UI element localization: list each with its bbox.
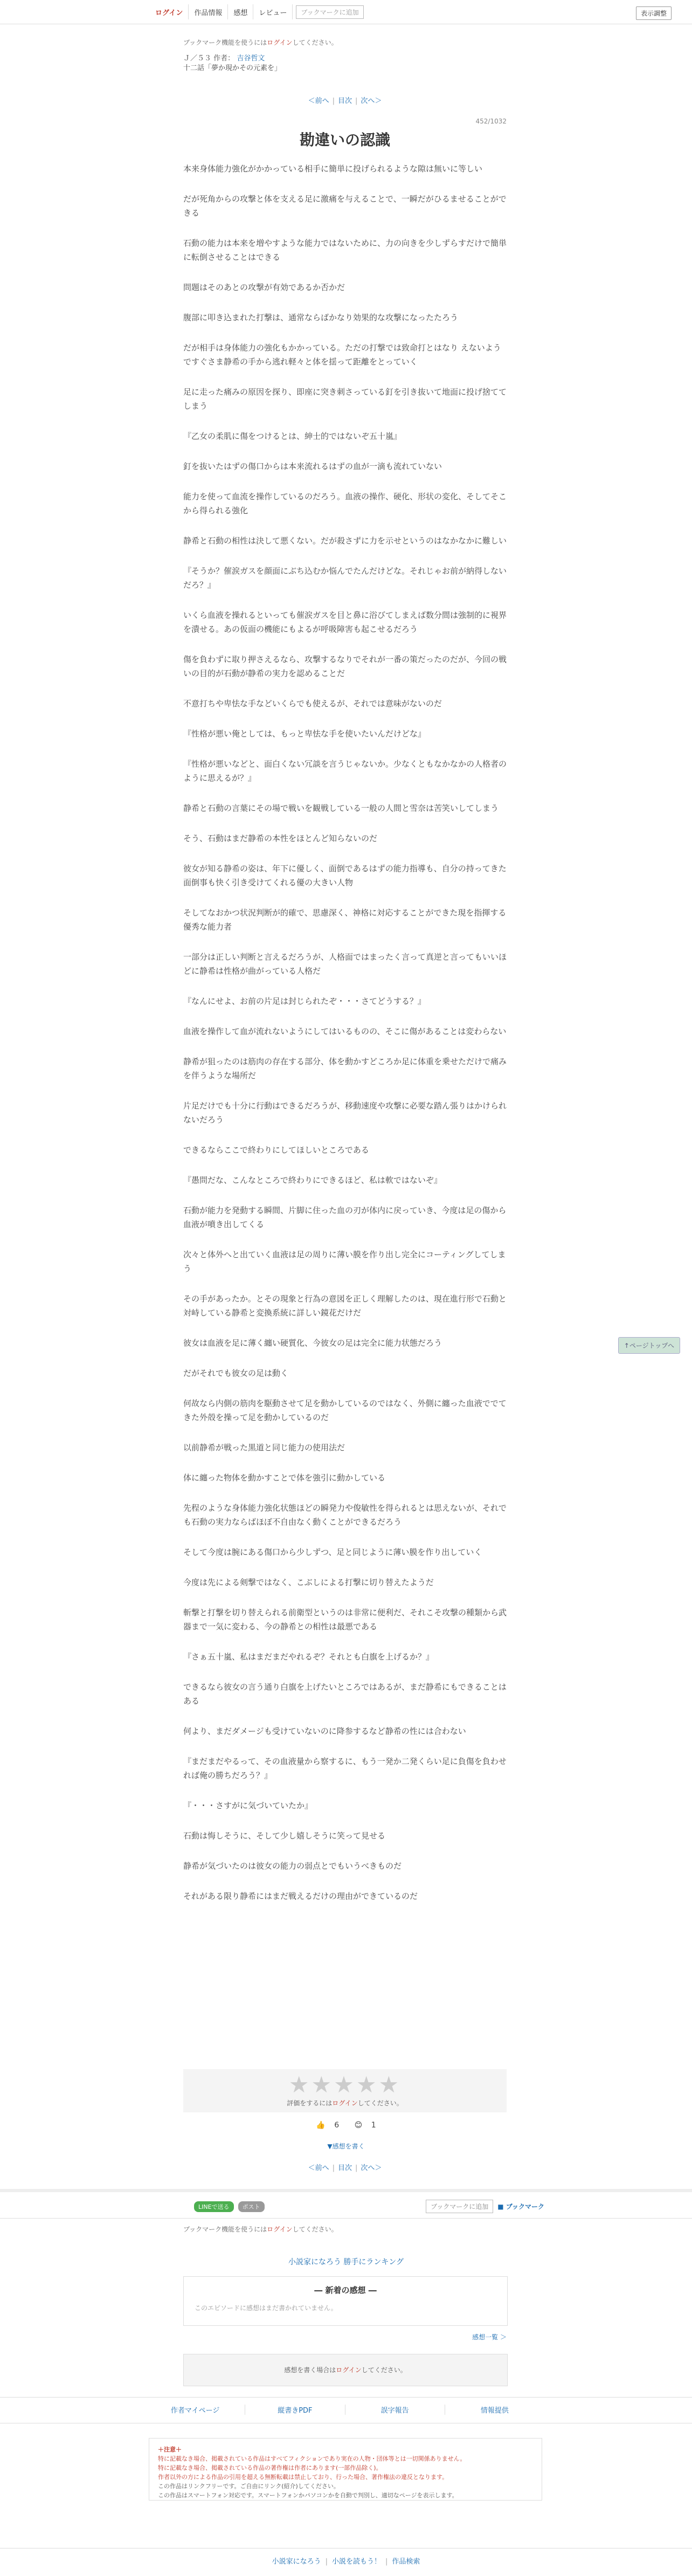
rating-login-link[interactable]: ログイン: [332, 2099, 358, 2107]
novel-paragraph: 『さぁ五十嵐、私はまだまだやれるぞ？それとも白旗を上げるか？』: [183, 1652, 434, 1662]
ranking-link[interactable]: 小説家になろう 勝手にランキング: [288, 2258, 404, 2267]
rating-stars[interactable]: ★★★★★: [288, 2071, 402, 2098]
episode-meta: Ｊ／５３ 作者： 吉谷哲文 十二話「夢か現かその元素を」: [183, 54, 507, 73]
novel-paragraph: そう、石動はまだ静希の本性をほとんど知らないのだ: [183, 834, 378, 843]
novel-paragraph: 血液を操作して血が流れないようにしてはいるものの、そこに傷があることは変わらない: [183, 1027, 507, 1036]
novel-paragraph: 問題はそのあとの攻撃が有効であるか否かだ: [183, 283, 345, 292]
novel-paragraph: 体に纏った物体を動かすことで体を強引に動かしている: [183, 1473, 386, 1483]
novel-paragraph: 不意打ちや卑怯な手などいくらでも使えるが、それでは意味がないのだ: [183, 699, 442, 708]
smile-reaction[interactable]: 😊 1: [354, 2121, 376, 2130]
novel-paragraph: 片足だけでも十分に行動はできるだろうが、移動速度や攻撃に必要な踏ん張りはかけられないだろう: [183, 1101, 507, 1125]
novel-paragraph: 傷を負わずに取り押さえるなら、攻撃するなりでそれが一番の策だったのだが、今回の戦いの目的が石動が静希の実力を認めることだ: [183, 655, 507, 678]
footer-nav: [146, 2405, 544, 2415]
novel-paragraph: 『愚問だな、こんなところで終わりにできるほど、私は軟ではないぞ』: [183, 1175, 442, 1185]
novel-paragraph: そしてなおかつ状況判断が的確で、思慮深く、神格に対応することができた現を指揮する優秀な能力者: [183, 908, 507, 932]
bookmark-notice: ブックマーク機能を使うにはログインしてください。: [183, 39, 338, 46]
line-share-button[interactable]: LINEで送る: [194, 2201, 234, 2212]
impressions-list-link[interactable]: 感想一覧 ＞: [472, 2333, 507, 2341]
novel-paragraph: だが相手は身体能力の強化もかかっている。ただの打撃では致命打とはなり えないようですぐさま静希の手から逃れ軽々と体を揺って距離をとっていく: [183, 343, 501, 367]
novel-paragraph: 本来身体能力強化がかかっている相手に簡単に投げられるような隙は無いに等しい: [183, 164, 483, 174]
novel-paragraph: 一部分は正しい判断と言えるだろうが、人格面ではまったく言って真逆と言ってもいいほどに静希は性格が曲がっている人格だ: [183, 952, 507, 976]
novel-paragraph: 『そうか？催涙ガスを顔面にぶち込むか悩んでたんだけどな。それじゃお前が納得しないだろ？』: [183, 566, 507, 590]
novel-paragraph: 静希と石動の言葉にその場で戦いを観戦している一般の人間と雪奈は苦笑いしてしまう: [183, 803, 499, 813]
review-link[interactable]: レビュー: [253, 4, 293, 19]
volume-label: Ｊ／５３: [183, 54, 212, 63]
index-link[interactable]: 目次: [337, 97, 352, 105]
thumbs-up-reaction[interactable]: 👍 6: [316, 2121, 340, 2130]
page-counter: 452/1032: [475, 118, 507, 125]
reaction-bar: [0, 2121, 692, 2130]
novel-paragraph: 今度は先による剣撃ではなく、こぶしによる打撃に切り替えたようだ: [183, 1578, 434, 1587]
novel-paragraph: できるならここで終わりにしてほしいところである: [183, 1145, 369, 1155]
novel-paragraph: 石動は悔しそうに、そして少し嬉しそうに笑って見せる: [183, 1831, 386, 1841]
episode-title: 勘違いの認識: [299, 131, 390, 149]
novel-paragraph: それがある限り静希にはまだ戦えるだけの理由ができているのだ: [183, 1891, 418, 1901]
yomou-link[interactable]: 小説を読もう！: [331, 2558, 381, 2566]
bookmark-icon: ■: [497, 2203, 504, 2210]
rule: [0, 2397, 692, 2398]
novel-paragraph: 足に走った痛みの原因を探り、即座に突き刺さっている釘を引き抜いて地面に投げ捨ててしまう: [183, 387, 507, 411]
novel-paragraph: だがそれでも彼女の足は動く: [183, 1368, 289, 1378]
bookmark-add-button-bottom[interactable]: ブックマークに追加: [426, 2200, 493, 2213]
novel-paragraph: 何より、まだダメージも受けていないのに降参するなど静希の性には合わない: [183, 1726, 466, 1736]
impressions-box: [183, 2276, 508, 2326]
bookmark-notice-bottom: ブックマーク機能を使うにはログインしてください。: [183, 2226, 338, 2233]
novel-paragraph: 『なんにせよ、お前の片足は封じられたぞ・・・さてどうする？』: [183, 996, 426, 1006]
index-link-bottom[interactable]: 目次: [337, 2164, 352, 2172]
rating-note: 評価をするにはログインしてください。: [287, 2099, 403, 2107]
rating-box: [183, 2069, 507, 2112]
novel-paragraph: 静希が狙ったのは筋肉の存在する部分、体を動かすどころか足に体重を乗せただけで痛みを伴うような場所だ: [183, 1057, 507, 1080]
novel-paragraph: 何故なら内側の筋肉を駆動させて足を動かしているのではなく、外側に纏った血液ででてきた外殻を操って足を動かしているのだ: [183, 1399, 507, 1422]
vertical-pdf-link[interactable]: 縦書きPDF: [245, 2405, 344, 2415]
novel-paragraph: 以前静希が戦った黒道と同じ能力の使用法だ: [183, 1443, 345, 1452]
reviews-link[interactable]: 感想: [228, 4, 253, 19]
typo-report-link[interactable]: 誤字報告: [345, 2405, 445, 2415]
novel-paragraph: 石動の能力は本来を増やすような能力ではないために、力の向きを少しずらすだけで簡単に転倒させることはできる: [183, 238, 507, 262]
novel-paragraph: いくら血液を操れるといっても催涙ガスを目と鼻に浴びてしまえば数分間は強制的に視界を潰せる。あの仮面の機能にもよるが呼吸障害も起こせるだろう: [183, 610, 507, 634]
notice-login-link-bottom[interactable]: ログイン: [267, 2226, 293, 2233]
impressions-heading: ― 新着の感想 ―: [314, 2285, 377, 2295]
rule: [0, 2548, 692, 2549]
novel-paragraph: そして今度は腕にある傷口から少しずつ、足と同じように薄い膜を作り出していく: [183, 1547, 482, 1557]
login-link[interactable]: ログイン: [150, 4, 189, 19]
novel-paragraph: 次々と体外へと出ていく血液は足の周りに薄い膜を作り出し完全にコーティングしてしまう: [183, 1250, 506, 1273]
bookmark-add-button[interactable]: ブックマークに追加: [296, 5, 363, 19]
novel-paragraph: その手があったか。とその現象と行為の意図を正しく理解したのは、現在進行形で石動と対峙している静希と変換系統に詳しい鏡花だけだ: [183, 1294, 507, 1318]
novel-paragraph: 斬撃と打撃を切り替えられる前衛型というのは非常に便利だ、それこそ攻撃の種類から武器まで一気に変わる、今の静希との相性は最悪である: [183, 1608, 507, 1631]
page-top-button[interactable]: ↑ページトップへ: [618, 1337, 680, 1354]
prev-link[interactable]: ＜前へ: [308, 97, 329, 105]
novel-paragraph: 能力を使って血流を操作しているのだろう。血液の操作、硬化、形状の変化、そしてそこから得られる強化: [183, 492, 507, 515]
write-review-link[interactable]: ▼感想を書く: [327, 2143, 365, 2150]
search-link[interactable]: 作品検索: [392, 2558, 420, 2566]
novel-paragraph: 『乙女の柔肌に傷をつけるとは、紳士的ではないぞ五十嵐』: [183, 431, 402, 441]
next-link-bottom[interactable]: 次へ＞: [361, 2164, 382, 2172]
top-nav-bar: [0, 0, 692, 24]
author-link[interactable]: 吉谷哲文: [237, 54, 265, 63]
section-divider: [0, 2189, 692, 2192]
bottom-pager: ＜前へ | 目次 | 次へ＞: [308, 2164, 382, 2172]
novel-paragraph: 釘を抜いたはずの傷口からは本来流れるはずの血が一滴も流れていない: [183, 462, 442, 471]
impressions-login-link[interactable]: ログイン: [336, 2366, 362, 2374]
novel-paragraph: 先程のような身体能力強化状態ほどの瞬発力や俊敏性を得られるとは思えないが、それでも石動の実力ならばほぼ不自由なく動くことができるだろう: [183, 1503, 507, 1527]
smile-icon: 😊: [354, 2121, 363, 2130]
top-pager: ＜前へ | 目次 | 次へ＞: [308, 97, 382, 105]
notice-login-link[interactable]: ログイン: [267, 39, 293, 46]
novel-body: [183, 162, 507, 1919]
novel-paragraph: 腹部に叩き込まれた打撃は、通常ならばかなり効果的な攻撃になったたろう: [183, 313, 459, 322]
next-link[interactable]: 次へ＞: [361, 97, 382, 105]
share-row: [194, 2200, 544, 2213]
novel-paragraph: 静希と石動の相性は決して悪くない。だが殺さずに力を示せというのはなかなかに難しい: [183, 536, 507, 546]
chapter-title: 十二話「夢か現かその元素を」: [183, 64, 282, 72]
notes-box: ＋注意＋ 特に記載なき場合、掲載されている作品はすべてフィクションであり実在の人物・団体等とは一切関係ありません。 特に記載なき場合、掲載されている作品の著作権は作者にあります(一部作品除く)。 作者以外の方による作品の引用を超える無断転載は禁止しており、行った場合、著作権法の違反となります。 この作品はリンクフリーです。ご自由にリンク(紹介)してください。 この作品はスマートフォン対応です。スマートフォンかパソコンかを自動で判別し、適切なページを表示します。: [149, 2438, 542, 2501]
novel-paragraph: 『性格が悪いなどと、面白くない冗談を言うじゃないか。少なくともなかなかの人格者のように思えるが？』: [183, 759, 507, 783]
novel-paragraph: 彼女が知る静希の姿は、年下に優しく、面倒であるはずの能力指導も、自分の持ってきた面倒事も快く引き受けてくれる優の大きい人物: [183, 864, 507, 887]
bookmark-link[interactable]: ■ ブックマーク: [497, 2203, 544, 2210]
rule: [0, 2218, 692, 2219]
thumbs-up-icon: 👍: [316, 2121, 326, 2130]
novel-paragraph: できるなら彼女の言う通り白旗を上げたいところではあるが、まだ静希にもできることはある: [183, 1682, 507, 1706]
novel-paragraph: だが死角からの攻撃と体を支える足に激痛を与えることで、一瞬だがひるませることができる: [183, 194, 507, 218]
site-nav: 小説家になろう | 小説を読もう！ | 作品検索: [272, 2558, 420, 2566]
prev-link-bottom[interactable]: ＜前へ: [308, 2164, 329, 2172]
narou-link[interactable]: 小説家になろう: [272, 2558, 321, 2566]
author-page-link[interactable]: 作者マイページ: [170, 2407, 220, 2415]
novel-paragraph: 石動が能力を発動する瞬間、片脚に住った血の刃が体内に戻っていき、今度は足の傷から血液が噴き出してくる: [183, 1206, 507, 1229]
novel-paragraph: 彼女は血液を足に薄く纏い硬質化、今彼女の足は完全に能力状態だろう: [183, 1338, 442, 1348]
work-info-link[interactable]: 作品情報: [189, 4, 228, 19]
info-provide-link[interactable]: 情報提供: [445, 2405, 544, 2415]
display-settings-button[interactable]: 表示調整: [636, 6, 672, 20]
impressions-login-box: 感想を書く場合はログインしてください。: [183, 2354, 508, 2386]
novel-paragraph: 静希が気づいたのは彼女の能力の弱点とでもいうべきものだ: [183, 1861, 402, 1871]
novel-paragraph: 『性格が悪い俺としては、もっと卑怯な手を使いたいんだけどな』: [183, 729, 426, 739]
impressions-empty: このエピソードに感想はまだ書かれていません。: [195, 2304, 337, 2312]
post-share-button[interactable]: ポスト: [238, 2201, 265, 2212]
novel-paragraph: 『・・・さすがに気づいていたか』: [183, 1801, 313, 1810]
novel-paragraph: 『まだまだやるって、その血液量から察するに、もう一発か二発くらい足に負傷を負わせれば俺の勝ちだろう？』: [183, 1757, 507, 1780]
